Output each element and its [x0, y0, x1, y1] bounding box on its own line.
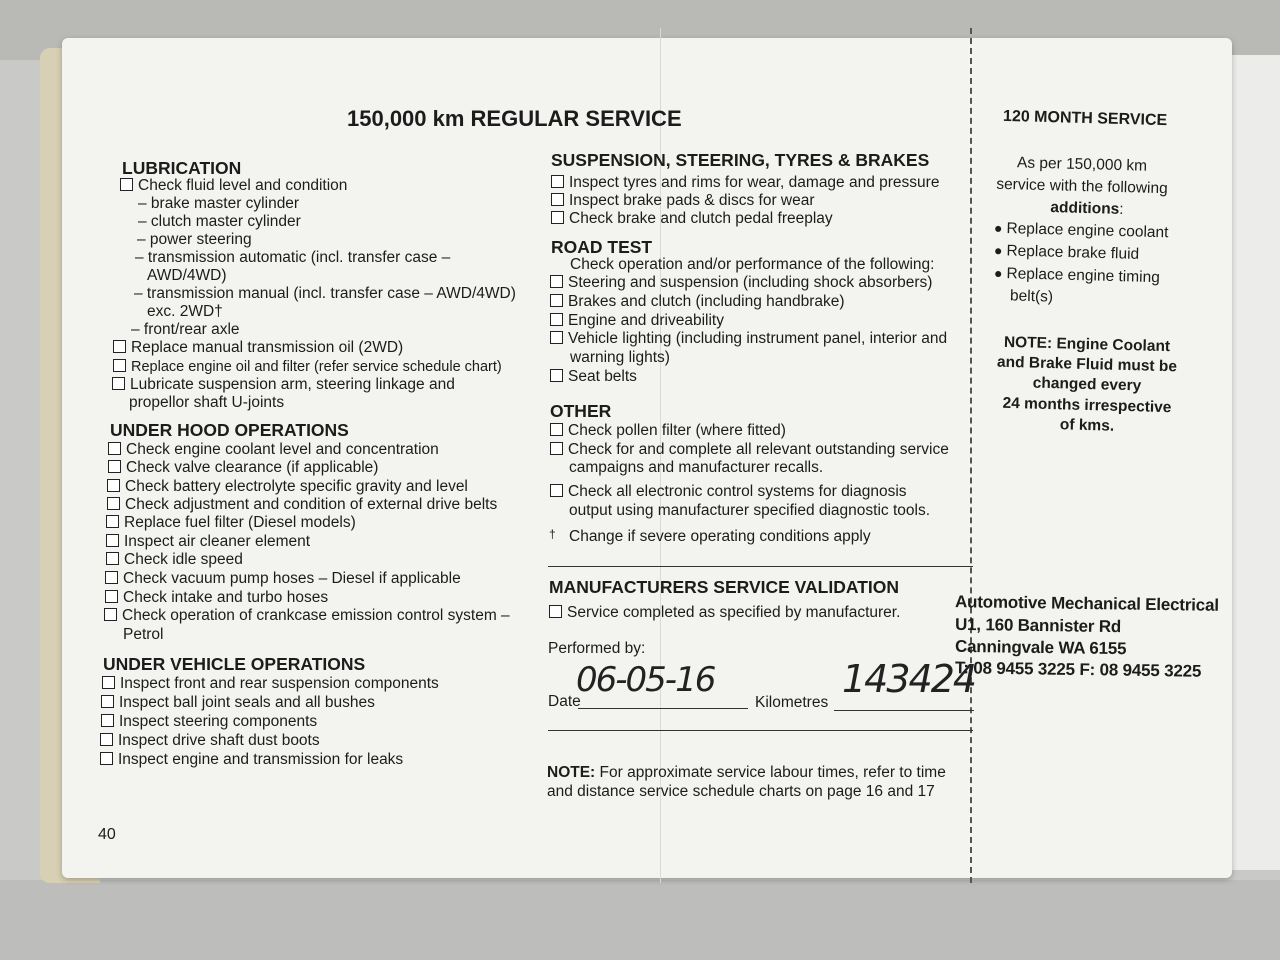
checkbox[interactable] — [106, 534, 119, 547]
note-line-1: NOTE: For approximate service labour times, refer to time — [547, 764, 946, 781]
checklist-item-continued: warning lights) — [570, 349, 670, 366]
checklist-item: Check battery electrolyte specific gravity and level — [107, 478, 468, 496]
date-line — [578, 708, 748, 709]
bullet-item: ● Replace brake fluid — [993, 242, 1140, 263]
checkbox[interactable] — [550, 294, 563, 307]
checklist-item: Engine and driveability — [550, 312, 724, 330]
sub-item: AWD/4WD) — [147, 267, 227, 284]
other-heading: OTHER — [550, 401, 612, 421]
checklist-item: Check intake and turbo hoses — [105, 589, 328, 607]
workshop-stamp-phone: T: 08 9455 3225 F: 08 9455 3225 — [954, 658, 1202, 681]
checkbox[interactable] — [549, 605, 562, 618]
120-month-heading: 120 MONTH SERVICE — [1002, 107, 1168, 130]
additions-text: additions: — [1050, 199, 1124, 218]
checkbox[interactable] — [108, 460, 121, 473]
checkbox[interactable] — [108, 442, 121, 455]
checkbox[interactable] — [101, 714, 114, 727]
checklist-item: Inspect steering components — [101, 713, 317, 731]
workshop-stamp-name: Automotive Mechanical Electrical — [954, 592, 1219, 615]
service-completed-item: Service completed as specified by manufacturer. — [549, 604, 900, 622]
divider-line — [548, 566, 973, 567]
checklist-item: Check engine coolant level and concentration — [108, 441, 439, 459]
page-title: 150,000 km REGULAR SERVICE — [347, 106, 682, 131]
checklist-item: Inspect air cleaner element — [106, 533, 310, 551]
note-line-2: and distance service schedule charts on page 16 and 17 — [547, 783, 935, 800]
right-note-4: 24 months irrespective — [1002, 394, 1172, 417]
bullet-item-continued: belt(s) — [1009, 287, 1054, 306]
background-bottom — [0, 880, 1280, 960]
checklist-item: Inspect tyres and rims for wear, damage and pressure — [551, 174, 939, 192]
lubrication-heading: LUBRICATION — [122, 158, 242, 178]
checkbox[interactable] — [550, 313, 563, 326]
sub-item: – front/rear axle — [131, 321, 240, 338]
under-hood-heading: UNDER HOOD OPERATIONS — [110, 420, 349, 440]
workshop-stamp-suburb: Canningvale WA 6155 — [954, 636, 1127, 659]
checklist-item-continued: output using manufacturer specified diagnostic tools. — [569, 502, 931, 519]
checkbox[interactable] — [551, 211, 564, 224]
sub-item: – transmission manual (incl. transfer case – AWD/4WD) — [134, 285, 516, 302]
checkbox[interactable] — [105, 571, 118, 584]
suspension-heading: SUSPENSION, STEERING, TYRES & BRAKES — [551, 150, 930, 170]
performed-by-label: Performed by: — [548, 640, 646, 657]
right-note-5: of kms. — [1059, 416, 1115, 435]
checkbox[interactable] — [107, 497, 120, 510]
right-intro-1: As per 150,000 km — [1016, 154, 1148, 175]
checkbox[interactable] — [101, 695, 114, 708]
bullet-icon: ● — [993, 219, 1003, 236]
road-test-intro: Check operation and/or performance of the following: — [570, 256, 935, 273]
checkbox[interactable] — [113, 359, 126, 372]
signature-line — [548, 730, 973, 731]
checkbox[interactable] — [100, 752, 113, 765]
date-handwritten[interactable]: 06-05-16 — [576, 660, 715, 700]
checklist-item: Brakes and clutch (including handbrake) — [550, 293, 845, 311]
checkbox[interactable] — [550, 423, 563, 436]
sub-item: – power steering — [137, 231, 252, 248]
checklist-item: Check pollen filter (where fitted) — [550, 422, 786, 440]
page-number: 40 — [98, 826, 116, 843]
bullet-item: ● Replace engine timing — [993, 264, 1161, 287]
checkbox[interactable] — [106, 552, 119, 565]
checkbox[interactable] — [106, 515, 119, 528]
checklist-item: Check brake and clutch pedal freeplay — [551, 210, 833, 228]
kilometres-line — [834, 710, 974, 711]
checkbox[interactable] — [120, 178, 133, 191]
perforation-line — [970, 28, 972, 883]
road-test-heading: ROAD TEST — [551, 237, 653, 257]
checklist-item: Seat belts — [550, 368, 637, 386]
right-note-1: NOTE: Engine Coolant — [1003, 333, 1171, 356]
checkbox[interactable] — [104, 608, 117, 621]
right-note-3: changed every — [1032, 374, 1142, 395]
checklist-item: Vehicle lighting (including instrument panel, interior and — [550, 330, 947, 348]
checkbox[interactable] — [113, 340, 126, 353]
checklist-item: Inspect engine and transmission for leaks — [100, 751, 403, 769]
right-note-2: and Brake Fluid must be — [996, 353, 1178, 376]
sub-item: exc. 2WD† — [147, 303, 223, 320]
service-book-page — [62, 38, 1232, 878]
checkbox[interactable] — [550, 275, 563, 288]
dagger-symbol: † — [549, 527, 556, 541]
bullet-icon: ● — [993, 242, 1003, 259]
sub-item: – brake master cylinder — [138, 195, 300, 212]
checklist-item-continued: Petrol — [123, 626, 164, 643]
checklist-item: Inspect drive shaft dust boots — [100, 732, 320, 750]
checkbox[interactable] — [551, 193, 564, 206]
check-fluid-item: Check fluid level and condition — [120, 177, 347, 195]
validation-heading: MANUFACTURERS SERVICE VALIDATION — [549, 577, 900, 597]
checkbox[interactable] — [550, 331, 563, 344]
checklist-item: Inspect ball joint seals and all bushes — [101, 694, 375, 712]
checklist-item: Check operation of crankcase emission control system – — [104, 607, 510, 625]
checkbox[interactable] — [107, 479, 120, 492]
checklist-item: Check idle speed — [106, 551, 243, 569]
checklist-item: Replace manual transmission oil (2WD) — [113, 339, 403, 357]
bullet-item: ● Replace engine coolant — [993, 219, 1169, 242]
checkbox[interactable] — [551, 175, 564, 188]
checklist-item: Check vacuum pump hoses – Diesel if applicable — [105, 570, 461, 588]
dagger-note: † Change if severe operating conditions apply — [549, 527, 871, 545]
under-vehicle-heading: UNDER VEHICLE OPERATIONS — [103, 654, 366, 674]
checklist-item: Inspect brake pads & discs for wear — [551, 192, 815, 210]
checkbox[interactable] — [102, 676, 115, 689]
sub-item: – clutch master cylinder — [138, 213, 301, 230]
checklist-item: Replace fuel filter (Diesel models) — [106, 514, 356, 532]
workshop-stamp-address: U1, 160 Bannister Rd — [954, 614, 1122, 637]
checkbox[interactable] — [550, 369, 563, 382]
checklist-item: Inspect front and rear suspension components — [102, 675, 439, 693]
checkbox[interactable] — [105, 590, 118, 603]
checklist-item: Check for and complete all relevant outstanding service — [550, 441, 949, 459]
checkbox[interactable] — [550, 442, 563, 455]
sub-item: – transmission automatic (incl. transfer case – — [135, 249, 451, 266]
checkbox[interactable] — [550, 484, 563, 497]
checklist-item: Lubricate suspension arm, steering linkage and — [112, 376, 455, 394]
date-label: Date — [548, 693, 581, 710]
right-intro-2: service with the following — [996, 175, 1168, 198]
kilometres-handwritten[interactable]: 143424 — [842, 657, 976, 701]
checklist-item: Check adjustment and condition of external drive belts — [107, 496, 497, 514]
checklist-item: Check all electronic control systems for diagnosis — [550, 483, 907, 501]
kilometres-label: Kilometres — [755, 694, 829, 711]
bullet-icon: ● — [993, 264, 1003, 282]
checklist-item: Check valve clearance (if applicable) — [108, 459, 378, 477]
checklist-item: Replace engine oil and filter (refer service schedule chart) — [113, 358, 502, 376]
checklist-item-continued: campaigns and manufacturer recalls. — [569, 459, 824, 476]
checkbox[interactable] — [100, 733, 113, 746]
checklist-item-continued: propellor shaft U-joints — [129, 394, 285, 411]
checkbox[interactable] — [112, 377, 125, 390]
checklist-item: Steering and suspension (including shock absorbers) — [550, 274, 932, 292]
